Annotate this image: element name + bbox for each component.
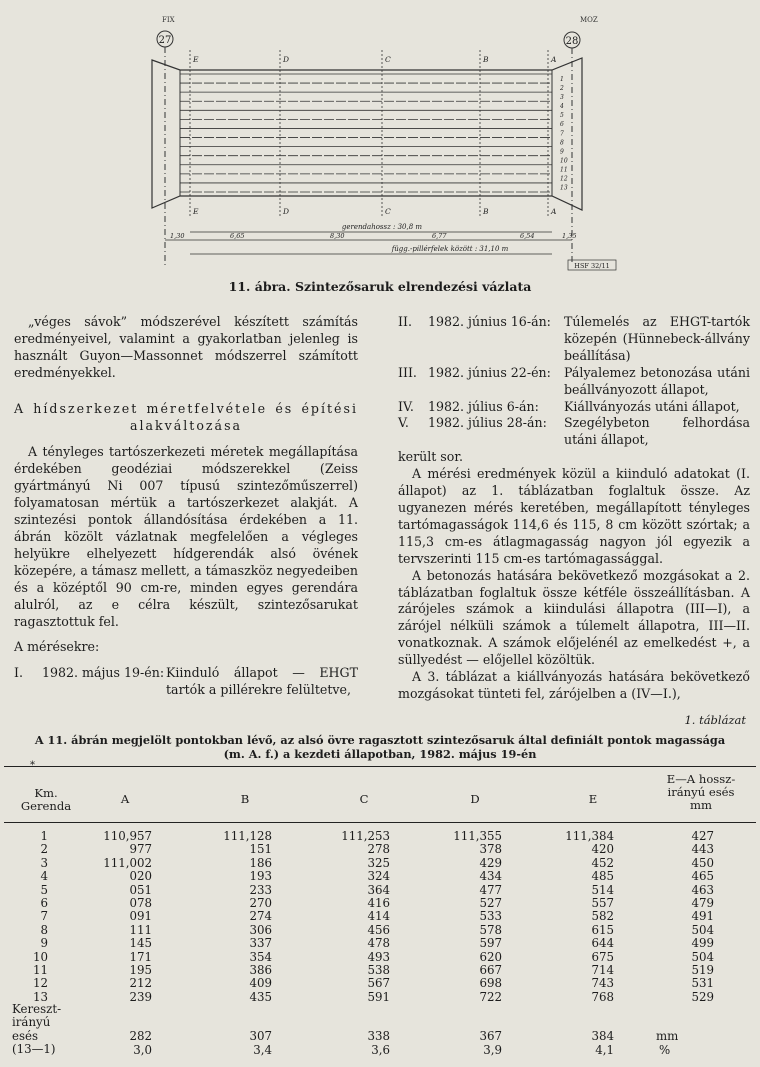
entry-number: IV. xyxy=(398,398,414,414)
table-cell: 567 xyxy=(367,976,390,991)
dimension-label: 1,35 xyxy=(562,232,577,240)
table-cell: 465 xyxy=(691,869,714,884)
header-C: C xyxy=(359,792,369,806)
table-cell: 435 xyxy=(249,989,272,1004)
support-fix-label: FIX xyxy=(162,16,175,24)
cross-slope-mm: 307 xyxy=(249,1029,272,1043)
row-girder-number: 8 xyxy=(40,922,48,937)
table-title-line-1: A 11. ábrán megjelölt pontokban lévő, az alsó övre ragasztott szintezősaruk által definiált pontok magassága xyxy=(34,733,726,747)
method-paragraph: A tényleges tartószerkezeti méretek megállapítása érdekében geodéziai módszerekkel (Zeiss gyártmányú Ni 007 típusú szintezőműszerrel) folyamatosan mértük a tartószerkezet alakját. A szintezési pontok állandósítása érdekében a 11. ábrán közölt vázlatnak megfelelően a végleges helyükre elhelyezett hídgerendák alsó övének közepére, a támasz mellett, a támaszköz negyedeiben és a középtől 90 cm-re, minden egyes gerendára alulról, az e célra készült, szintezősarukat ragasztottuk fel. xyxy=(14,444,358,629)
header-A: A xyxy=(120,792,130,806)
table-cell: 378 xyxy=(479,842,502,857)
table-cell: 212 xyxy=(129,976,152,991)
table-cell: 485 xyxy=(591,869,614,884)
dimension-label: 6,77 xyxy=(432,232,447,240)
table-cell: 504 xyxy=(691,949,714,964)
table-cell: 274 xyxy=(249,909,272,924)
cross-slope-label: (13—1) xyxy=(12,1041,56,1056)
dimension-label: 8,30 xyxy=(330,232,345,240)
section-label-top: C xyxy=(385,55,391,64)
cross-slope-label: Kereszt- xyxy=(12,1002,62,1016)
table-cell: 091 xyxy=(129,909,152,924)
cross-slope-mm-unit: mm xyxy=(656,1029,679,1043)
table-cell: 324 xyxy=(367,869,390,884)
table-cell: 111 xyxy=(129,922,152,937)
entry-text: Kiállványozás utáni állapot, xyxy=(564,398,740,414)
table-cell: 434 xyxy=(479,869,502,884)
table-cell: 557 xyxy=(591,896,614,910)
concrete-paragraph: A betonozás hatására bekövetkező mozgásokat a 2. táblázatban foglaltuk össze kétféle összeállításban. A zárójeles számok a kiindulási állapotra (III—I), a zárójel nélküli számok a túlemelt állapotra, III—II. vonatkoznak. A számok előjelénél az emelkedést +, a süllyedést — előjellel közöltük. xyxy=(398,567,750,668)
entry-text: Pályalemez betonozása utáni beállványozott állapot, xyxy=(564,364,750,397)
table-rule-top xyxy=(4,766,756,767)
cross-slope-mm: 282 xyxy=(129,1029,152,1043)
cross-slope-percent: 3,4 xyxy=(253,1043,272,1057)
support-moz-label: MOZ xyxy=(580,16,598,24)
table-cell: 111,384 xyxy=(565,829,614,843)
cross-slope-mm: 338 xyxy=(367,1029,390,1043)
cross-slope-percent: 4,1 xyxy=(595,1043,614,1057)
table-cell: 667 xyxy=(479,963,502,977)
dimension-label: 6,54 xyxy=(520,232,535,240)
entry-number: II. xyxy=(398,314,412,329)
entry-number: III. xyxy=(398,364,417,380)
figure-caption: 11. ábra. Szintezősaruk elrendezési vázlata xyxy=(228,279,532,294)
entry-number: I. xyxy=(14,665,23,681)
figure-row-number: 4 xyxy=(560,103,564,111)
table-cell: 504 xyxy=(691,922,714,937)
cross-slope-percent: 3,9 xyxy=(483,1043,502,1057)
row-girder-number: 13 xyxy=(32,989,48,1004)
intro-paragraph: „véges sávok” módszerével készített számítás eredményeivel, valamint a gyakorlatban jelenleg is használt Guyon—Massonnet módszerrel számított eredményekkel. xyxy=(14,314,358,380)
table-cell: 578 xyxy=(479,922,502,937)
cross-slope-percent: 3,0 xyxy=(133,1043,152,1057)
table-cell: 195 xyxy=(129,963,152,977)
measurement-entry xyxy=(398,365,750,399)
table-cell: 531 xyxy=(691,976,714,991)
section-title: A hídszerkezet méretfelvétele és építési alakváltozása xyxy=(14,400,358,433)
figure-row-number: 6 xyxy=(560,121,564,129)
layout-sketch-figure xyxy=(150,10,620,275)
table-cell: 110,957 xyxy=(103,829,152,843)
header-slope: E—A hossz- irányú esés mm xyxy=(666,772,736,812)
table-title-line-2: (m. A. f.) a kezdeti állapotban, 1982. május 19-én xyxy=(223,747,537,761)
table-cell: 420 xyxy=(591,842,614,857)
entry-date: 1982. július 6-án: xyxy=(428,398,539,414)
measurements-label: A mérésekre: xyxy=(14,639,100,655)
entry-date: 1982. július 28-án: xyxy=(428,415,547,431)
girder-length-label: gerendahossz : 30,8 m xyxy=(341,223,423,231)
figure-row-number: 12 xyxy=(560,175,568,183)
table-cell: 591 xyxy=(367,989,390,1004)
table-cell: 364 xyxy=(367,882,390,897)
figure-row-number: 7 xyxy=(560,130,564,138)
table-cell: 416 xyxy=(367,896,390,910)
figure-row-number: 8 xyxy=(560,139,564,147)
cross-slope-mm: 367 xyxy=(479,1029,502,1043)
row-girder-number: 11 xyxy=(32,963,48,977)
table-cell: 078 xyxy=(129,896,152,910)
entry-text: Túlemelés az EHGT-tartók közepén (Hünnebeck-állvány beállítása) xyxy=(564,314,750,363)
section-label-top: E xyxy=(193,55,199,64)
section-label-top: D xyxy=(283,55,290,64)
section-label-bottom: C xyxy=(385,207,391,216)
table-cell: 306 xyxy=(249,922,272,937)
table-cell: 479 xyxy=(691,896,714,910)
table-cell: 463 xyxy=(691,882,714,897)
table-cell: 722 xyxy=(479,989,502,1004)
figure-row-number: 9 xyxy=(560,148,564,156)
table-cell: 768 xyxy=(591,989,614,1004)
table-cell: 051 xyxy=(129,882,152,897)
measurement-entry-1 xyxy=(14,665,358,699)
table-cell: 337 xyxy=(249,936,272,951)
row-girder-number: 9 xyxy=(40,936,48,951)
row-girder-number: 12 xyxy=(32,976,48,991)
cross-slope-percent: 3,6 xyxy=(371,1043,390,1057)
section-label-top: B xyxy=(483,55,489,64)
table-cell: 714 xyxy=(591,963,614,977)
entry-date: 1982. május 19-én: xyxy=(42,665,165,681)
section-label-bottom: D xyxy=(283,207,290,216)
row-girder-number: 1 xyxy=(40,829,48,843)
measurement-entry xyxy=(398,415,750,449)
table-cell: 171 xyxy=(129,949,152,964)
entry-number: V. xyxy=(398,415,409,431)
table-cell: 414 xyxy=(367,909,390,924)
table-cell: 145 xyxy=(129,936,152,951)
table-cell: 582 xyxy=(591,909,614,924)
cross-slope-percent-unit: % xyxy=(659,1043,671,1057)
figure-row-number: 5 xyxy=(560,112,564,120)
table-cell: 325 xyxy=(367,855,390,870)
table-cell: 644 xyxy=(591,936,614,951)
table-cell: 409 xyxy=(249,976,272,991)
table-cell: 111,355 xyxy=(453,829,502,843)
entry-text: Kiinduló állapot — EHGT tartók a pillérekre felültetve, xyxy=(166,665,358,698)
table-cell: 186 xyxy=(249,855,272,870)
section-label-bottom: E xyxy=(193,207,199,216)
table-cell: 477 xyxy=(479,882,502,897)
axis-27-label: 27 xyxy=(158,35,172,46)
table-cell: 620 xyxy=(479,949,502,964)
section-label-top: A xyxy=(551,55,557,64)
table-cell: 354 xyxy=(249,949,272,964)
table-cell: 270 xyxy=(249,896,272,910)
figure-row-number: 11 xyxy=(560,166,568,174)
header-girder: Km. Gerenda xyxy=(20,786,72,813)
left-column xyxy=(14,314,358,699)
table-title xyxy=(0,733,760,761)
table-cell: 386 xyxy=(249,963,272,977)
table-cell: 615 xyxy=(591,922,614,937)
dimension-label: 1,30 xyxy=(170,232,185,240)
table-cell: 519 xyxy=(691,963,714,977)
span-label: függ.-pillérfelek között : 31,10 m xyxy=(391,245,509,253)
table-cell: 233 xyxy=(249,882,272,897)
entry-text: Szegélybeton felhordása utáni állapot, xyxy=(564,415,750,448)
cross-slope-mm: 384 xyxy=(591,1029,614,1043)
table-cell: 429 xyxy=(479,855,502,870)
table-cell: 491 xyxy=(691,909,714,924)
table-label: 1. táblázat xyxy=(684,713,746,727)
row-girder-number: 3 xyxy=(40,855,48,870)
table-cell: 111,253 xyxy=(341,829,390,843)
table-cell: 456 xyxy=(367,922,390,937)
table-cell: 698 xyxy=(479,976,502,991)
section-label-bottom: B xyxy=(483,207,489,216)
table-cell: 527 xyxy=(479,896,502,910)
table-cell: 538 xyxy=(367,963,390,977)
header-B: B xyxy=(240,792,250,806)
after-entries-text: került sor. xyxy=(398,449,463,465)
results-paragraph: A mérési eredmények közül a kiinduló adatokat (I. állapot) az 1. táblázatban foglaltuk össze. Az ugyanezen mérés keretében, megállapított tényleges tartómagasságok 114,6 és 115, 8 cm között szórtak; a 115,3 cm-es átlagmagasság nagyon jól egyezik a tervszerinti 115 cm-es tartómagassággal. xyxy=(398,466,750,566)
row-girder-number: 10 xyxy=(32,949,48,964)
table-cell: 743 xyxy=(591,976,614,991)
table-cell: 675 xyxy=(591,949,614,964)
table-cell: 111,128 xyxy=(223,829,272,843)
table-cell: 111,002 xyxy=(103,855,152,870)
table-cell: 443 xyxy=(691,842,714,857)
table-cell: 193 xyxy=(249,869,272,884)
figure-row-number: 13 xyxy=(560,184,568,192)
table-cell: 493 xyxy=(367,949,390,964)
header-E: E xyxy=(588,792,598,806)
row-girder-number: 4 xyxy=(40,869,48,884)
table-cell: 597 xyxy=(479,936,502,951)
asterisk-mark: * xyxy=(30,760,35,771)
row-girder-number: 5 xyxy=(40,882,48,897)
figure-row-number: 1 xyxy=(560,75,564,83)
figure-row-number: 2 xyxy=(560,84,564,92)
table-rule-header xyxy=(4,822,756,823)
table-cell: 239 xyxy=(129,989,152,1004)
table-cell: 450 xyxy=(691,855,714,870)
table-cell: 533 xyxy=(479,909,502,924)
right-column xyxy=(398,314,750,703)
table-cell: 499 xyxy=(691,936,714,951)
header-D: D xyxy=(470,792,480,806)
cross-slope-label: irányú xyxy=(12,1015,51,1030)
table-cell: 977 xyxy=(129,842,152,857)
axis-28-label: 28 xyxy=(565,36,579,47)
row-girder-number: 6 xyxy=(40,896,48,910)
section-label-bottom: A xyxy=(551,207,557,216)
table-cell: 514 xyxy=(591,882,614,897)
measurement-entry xyxy=(398,314,750,365)
table-cell: 278 xyxy=(367,842,390,857)
table-cell: 478 xyxy=(367,936,390,951)
table-cell: 427 xyxy=(691,829,714,843)
dimension-label: 6,65 xyxy=(230,232,245,240)
table-cell: 020 xyxy=(129,869,152,884)
measurement-entry xyxy=(398,399,750,416)
table-cell: 529 xyxy=(691,989,714,1004)
entry-date: 1982. június 16-án: xyxy=(428,314,551,329)
figure-row-number: 3 xyxy=(560,93,564,101)
row-girder-number: 2 xyxy=(40,842,48,857)
table-cell: 452 xyxy=(591,855,614,870)
table-cell: 151 xyxy=(249,842,272,857)
entry-date: 1982. június 22-én: xyxy=(428,364,551,380)
scaffold-paragraph: A 3. táblázat a kiállványozás hatására bekövetkező mozgásokat tünteti fel, zárójelben a (IV—I.), xyxy=(398,669,750,701)
figure-row-number: 10 xyxy=(560,157,568,165)
cross-slope-label: esés xyxy=(12,1028,39,1043)
stamp-text: HSF 32/11 xyxy=(574,262,610,270)
row-girder-number: 7 xyxy=(40,909,48,924)
